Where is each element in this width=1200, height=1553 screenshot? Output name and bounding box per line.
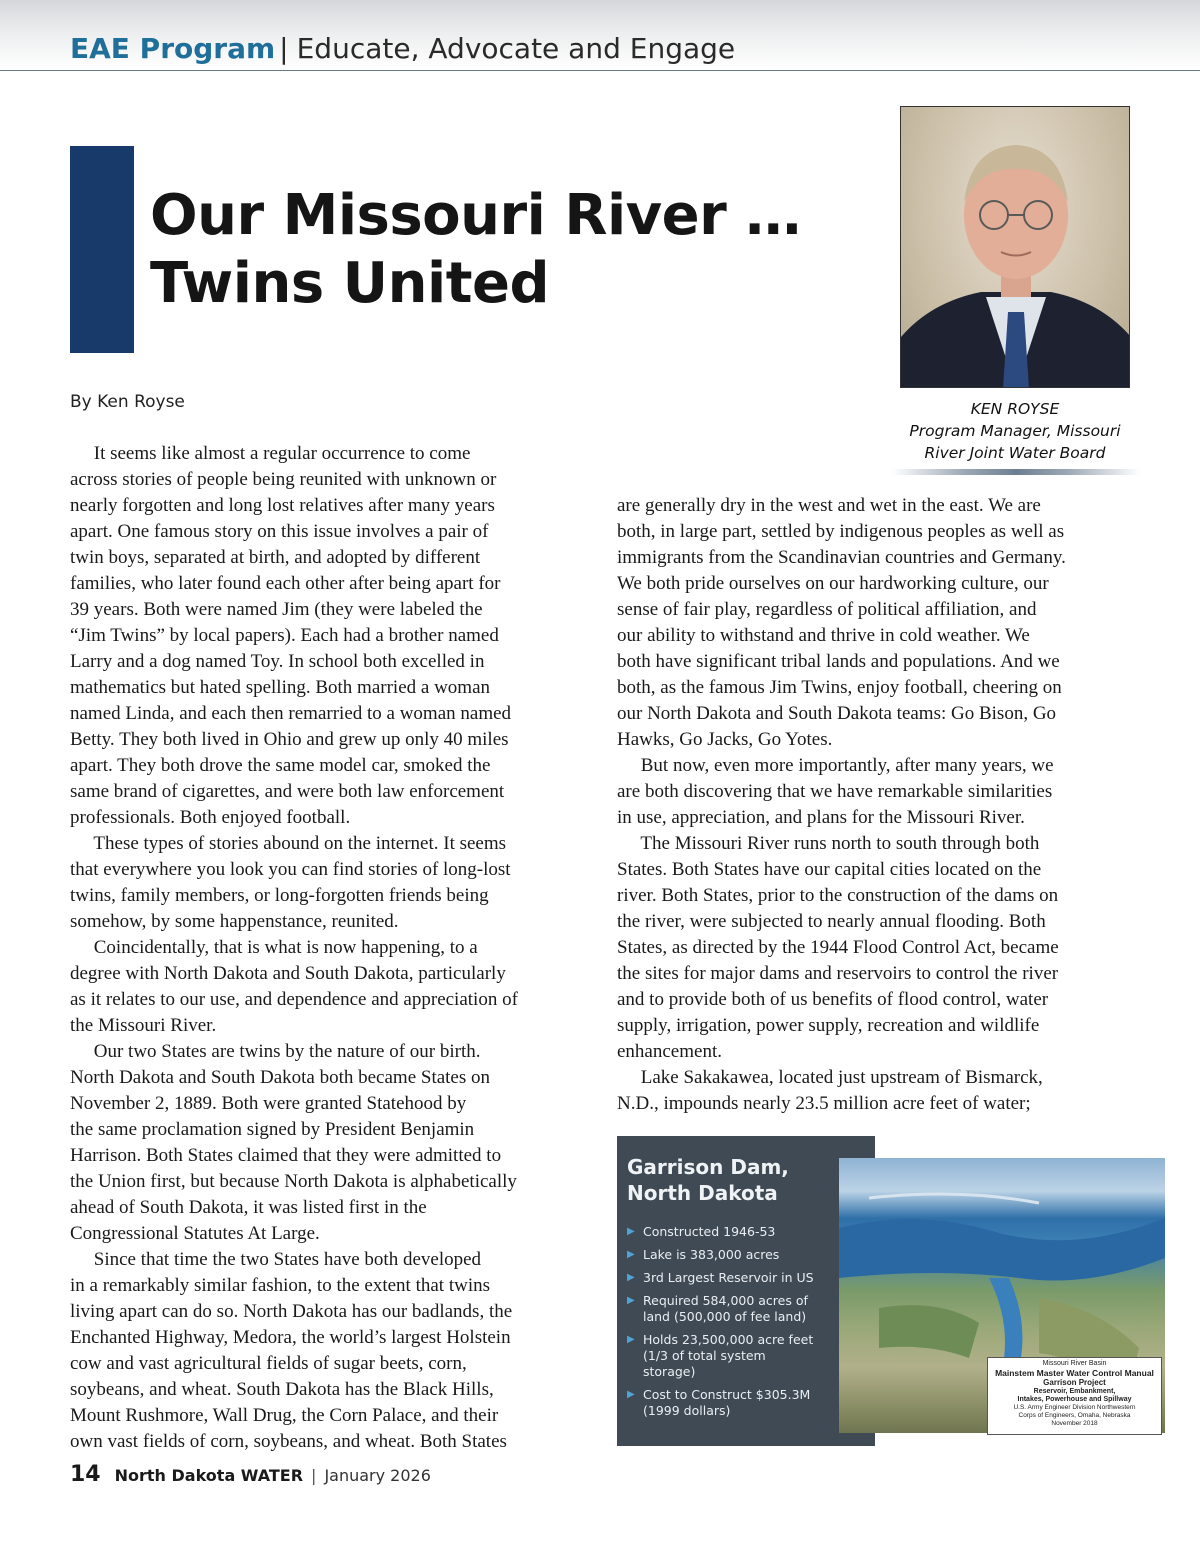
program-tagline: Educate, Advocate and Engage	[296, 32, 736, 65]
triangle-bullet-icon: ▶	[627, 1226, 635, 1237]
body-text-line: families, who later found each other after being apart for	[70, 573, 501, 594]
title-line: Our Missouri River …	[150, 183, 801, 248]
credit-line: Reservoir, Embankment,	[1033, 1388, 1116, 1395]
credit-line: Missouri River Basin	[1042, 1360, 1107, 1367]
garrison-fact-line: 3rd Largest Reservoir in US	[643, 1270, 814, 1285]
body-text-line: “Jim Twins” by local papers). Each had a brother named	[70, 625, 499, 646]
body-text-line: Betty. They both lived in Ohio and grew up only 40 miles	[70, 729, 509, 750]
body-text-line: Since that time the two States have both developed	[70, 1249, 482, 1270]
body-text-line: But now, even more importantly, after many years, we	[617, 755, 1054, 776]
credit-line: Intakes, Powerhouse and Spillway	[1017, 1396, 1132, 1403]
garrison-fact-line: storage)	[643, 1364, 696, 1379]
footer-separator: |	[311, 1466, 317, 1485]
body-text-line: Our two States are twins by the nature of our birth.	[70, 1041, 481, 1062]
body-text-line: Mount Rushmore, Wall Drug, the Corn Palace, and their	[70, 1405, 499, 1426]
body-text-line: degree with North Dakota and South Dakota, particularly	[70, 963, 506, 984]
body-text-line: in a remarkably similar fashion, to the extent that twins	[70, 1275, 491, 1296]
caption-line: Program Manager, Missouri	[909, 422, 1121, 440]
body-text-line: apart. One famous story on this issue involves a pair of	[70, 521, 489, 542]
author-portrait-illustration	[901, 107, 1130, 388]
body-text-line: that everywhere you look you can find stories of long-lost	[70, 859, 511, 880]
garrison-title-line: North Dakota	[627, 1181, 778, 1205]
body-text-line: Enchanted Highway, Medora, the world’s largest Holstein	[70, 1327, 511, 1348]
body-text-line: professionals. Both enjoyed football.	[70, 807, 351, 828]
garrison-fact-line: land (500,000 of fee land)	[643, 1309, 807, 1324]
author-photo	[900, 106, 1130, 388]
byline: By Ken Royse	[70, 392, 185, 412]
title-line: Twins United	[150, 251, 550, 316]
body-text-line: nearly forgotten and long lost relatives after many years	[70, 495, 495, 516]
garrison-fact-text	[643, 1224, 827, 1240]
body-text-line: across stories of people being reunited with unknown or	[70, 469, 497, 490]
body-text-line: Lake Sakakawea, located just upstream of Bismarck,	[617, 1067, 1043, 1088]
triangle-bullet-icon: ▶	[627, 1295, 635, 1306]
credit-line: Garrison Project	[1043, 1378, 1106, 1387]
body-text-line: are generally dry in the west and wet in the east. We are	[617, 495, 1041, 516]
article-column-right	[617, 493, 1137, 1117]
article-column-left	[70, 441, 590, 1455]
garrison-fact-line: Constructed 1946-53	[643, 1224, 776, 1239]
garrison-fact-line: (1/3 of total system	[643, 1348, 766, 1363]
garrison-fact	[627, 1247, 827, 1263]
body-text-line: the sites for major dams and reservoirs to control the river	[617, 963, 1059, 984]
photo-caption	[890, 398, 1140, 464]
caption-line: River Joint Water Board	[924, 444, 1106, 462]
garrison-fact-line: Holds 23,500,000 acre feet	[643, 1332, 814, 1347]
body-text-line: sense of fair play, regardless of political affiliation, and	[617, 599, 1037, 620]
credit-line: Corps of Engineers, Omaha, Nebraska	[1018, 1412, 1131, 1419]
body-text-line: our North Dakota and South Dakota teams: Go Bison, Go	[617, 703, 1057, 724]
body-text-line: both, as the famous Jim Twins, enjoy football, cheering on	[617, 677, 1062, 698]
body-text-line: living apart can do so. North Dakota has our badlands, the	[70, 1301, 513, 1322]
body-text-line: are both discovering that we have remarkable similarities	[617, 781, 1053, 802]
magazine-name: North Dakota WATER	[114, 1466, 304, 1485]
body-text-line: It seems like almost a regular occurrence to come	[70, 443, 471, 464]
body-text-line: the Union first, but because North Dakota is alphabetically	[70, 1171, 517, 1192]
garrison-fact-line: (1999 dollars)	[643, 1403, 731, 1418]
garrison-title-line: Garrison Dam,	[627, 1155, 789, 1179]
triangle-bullet-icon: ▶	[627, 1334, 635, 1345]
garrison-fact-text	[643, 1293, 827, 1325]
garrison-fact-line: Cost to Construct $305.3M	[643, 1387, 811, 1402]
triangle-bullet-icon: ▶	[627, 1272, 635, 1283]
body-text-line: ahead of South Dakota, it was listed first in the	[70, 1197, 427, 1218]
body-text-line: in use, appreciation, and plans for the Missouri River.	[617, 807, 1025, 828]
page-number: 14	[70, 1462, 101, 1487]
body-text-line: as it relates to our use, and dependence and appreciation of	[70, 989, 518, 1010]
body-text-line: mathematics but hated spelling. Both married a woman	[70, 677, 491, 698]
triangle-bullet-icon: ▶	[627, 1249, 635, 1260]
program-name: EAE Program	[70, 32, 276, 65]
body-text-line: apart. They both drove the same model car, smoked the	[70, 755, 491, 776]
body-text-line: own vast fields of corn, soybeans, and wheat. Both States	[70, 1431, 507, 1452]
garrison-title	[627, 1154, 789, 1206]
garrison-facts-panel	[617, 1136, 875, 1446]
page-header	[0, 0, 1200, 71]
body-text-line: Hawks, Go Jacks, Go Yotes.	[617, 729, 833, 750]
body-text-line: cow and vast agricultural fields of sugar beets, corn,	[70, 1353, 467, 1374]
garrison-fact-text	[643, 1332, 827, 1380]
body-text-line: same brand of cigarettes, and were both law enforcement	[70, 781, 505, 802]
title-accent-bar	[70, 146, 134, 353]
body-text-line: the same proclamation signed by President Benjamin	[70, 1119, 475, 1140]
garrison-fact	[627, 1270, 827, 1286]
body-text-line: Larry and a dog named Toy. In school both excelled in	[70, 651, 485, 672]
header-separator: |	[279, 32, 289, 65]
garrison-fact-line: Required 584,000 acres of	[643, 1293, 808, 1308]
manual-credit-label	[987, 1357, 1162, 1435]
body-text-line: Coincidentally, that is what is now happening, to a	[70, 937, 478, 958]
body-text-line: States, as directed by the 1944 Flood Control Act, became	[617, 937, 1059, 958]
credit-line: Mainstem Master Water Control Manual	[995, 1368, 1154, 1378]
body-text-line: enhancement.	[617, 1041, 722, 1062]
garrison-fact-line: Lake is 383,000 acres	[643, 1247, 780, 1262]
body-text-line: These types of stories abound on the internet. It seems	[70, 833, 507, 854]
header-text	[70, 30, 735, 68]
body-text-line: and to provide both of us benefits of flood control, water	[617, 989, 1049, 1010]
garrison-fact	[627, 1387, 827, 1419]
triangle-bullet-icon: ▶	[627, 1389, 635, 1400]
body-text-line: named Linda, and each then remarried to a woman named	[70, 703, 512, 724]
body-text-line: twin boys, separated at birth, and adopted by different	[70, 547, 481, 568]
body-text-line: N.D., impounds nearly 23.5 million acre feet of water;	[617, 1093, 1031, 1114]
body-text-line: The Missouri River runs north to south through both	[617, 833, 1040, 854]
body-text-line: twins, family members, or long-forgotten friends being	[70, 885, 489, 906]
issue-date: January 2026	[324, 1466, 431, 1485]
garrison-fact	[627, 1332, 827, 1380]
garrison-fact	[627, 1293, 827, 1325]
body-text-line: Harrison. Both States claimed that they were admitted to	[70, 1145, 502, 1166]
body-text-line: States. Both States have our capital cities located on the	[617, 859, 1042, 880]
garrison-fact-text	[643, 1247, 827, 1263]
caption-line: KEN ROYSE	[970, 400, 1060, 418]
body-text-line: Congressional Statutes At Large.	[70, 1223, 320, 1244]
body-text-line: the river, were subjected to nearly annual flooding. Both	[617, 911, 1046, 932]
body-text-line: 39 years. Both were named Jim (they were labeled the	[70, 599, 483, 620]
article-title	[150, 182, 850, 318]
body-text-line: somehow, by some happenstance, reunited.	[70, 911, 399, 932]
body-text-line: both have significant tribal lands and populations. And we	[617, 651, 1060, 672]
body-text-line: the Missouri River.	[70, 1015, 217, 1036]
body-text-line: soybeans, and wheat. South Dakota has the Black Hills,	[70, 1379, 494, 1400]
garrison-fact-text	[643, 1387, 827, 1419]
credit-line: November 2018	[1051, 1420, 1098, 1427]
body-text-line: both, in large part, settled by indigenous peoples as well as	[617, 521, 1065, 542]
garrison-fact	[627, 1224, 827, 1240]
credit-line: U.S. Army Engineer Division Northwestern	[1013, 1404, 1136, 1411]
page-footer	[70, 1462, 431, 1487]
body-text-line: North Dakota and South Dakota both became States on	[70, 1067, 491, 1088]
body-text-line: our ability to withstand and thrive in cold weather. We	[617, 625, 1030, 646]
body-text-line: supply, irrigation, power supply, recreation and wildlife	[617, 1015, 1040, 1036]
body-text-line: November 2, 1889. Both were granted Statehood by	[70, 1093, 467, 1114]
garrison-fact-text	[643, 1270, 827, 1286]
body-text-line: We both pride ourselves on our hardworking culture, our	[617, 573, 1049, 594]
body-text-line: immigrants from the Scandinavian countries and Germany.	[617, 547, 1066, 568]
body-text-line: river. Both States, prior to the construction of the dams on	[617, 885, 1059, 906]
caption-divider	[892, 469, 1140, 475]
garrison-facts-list	[627, 1224, 827, 1426]
